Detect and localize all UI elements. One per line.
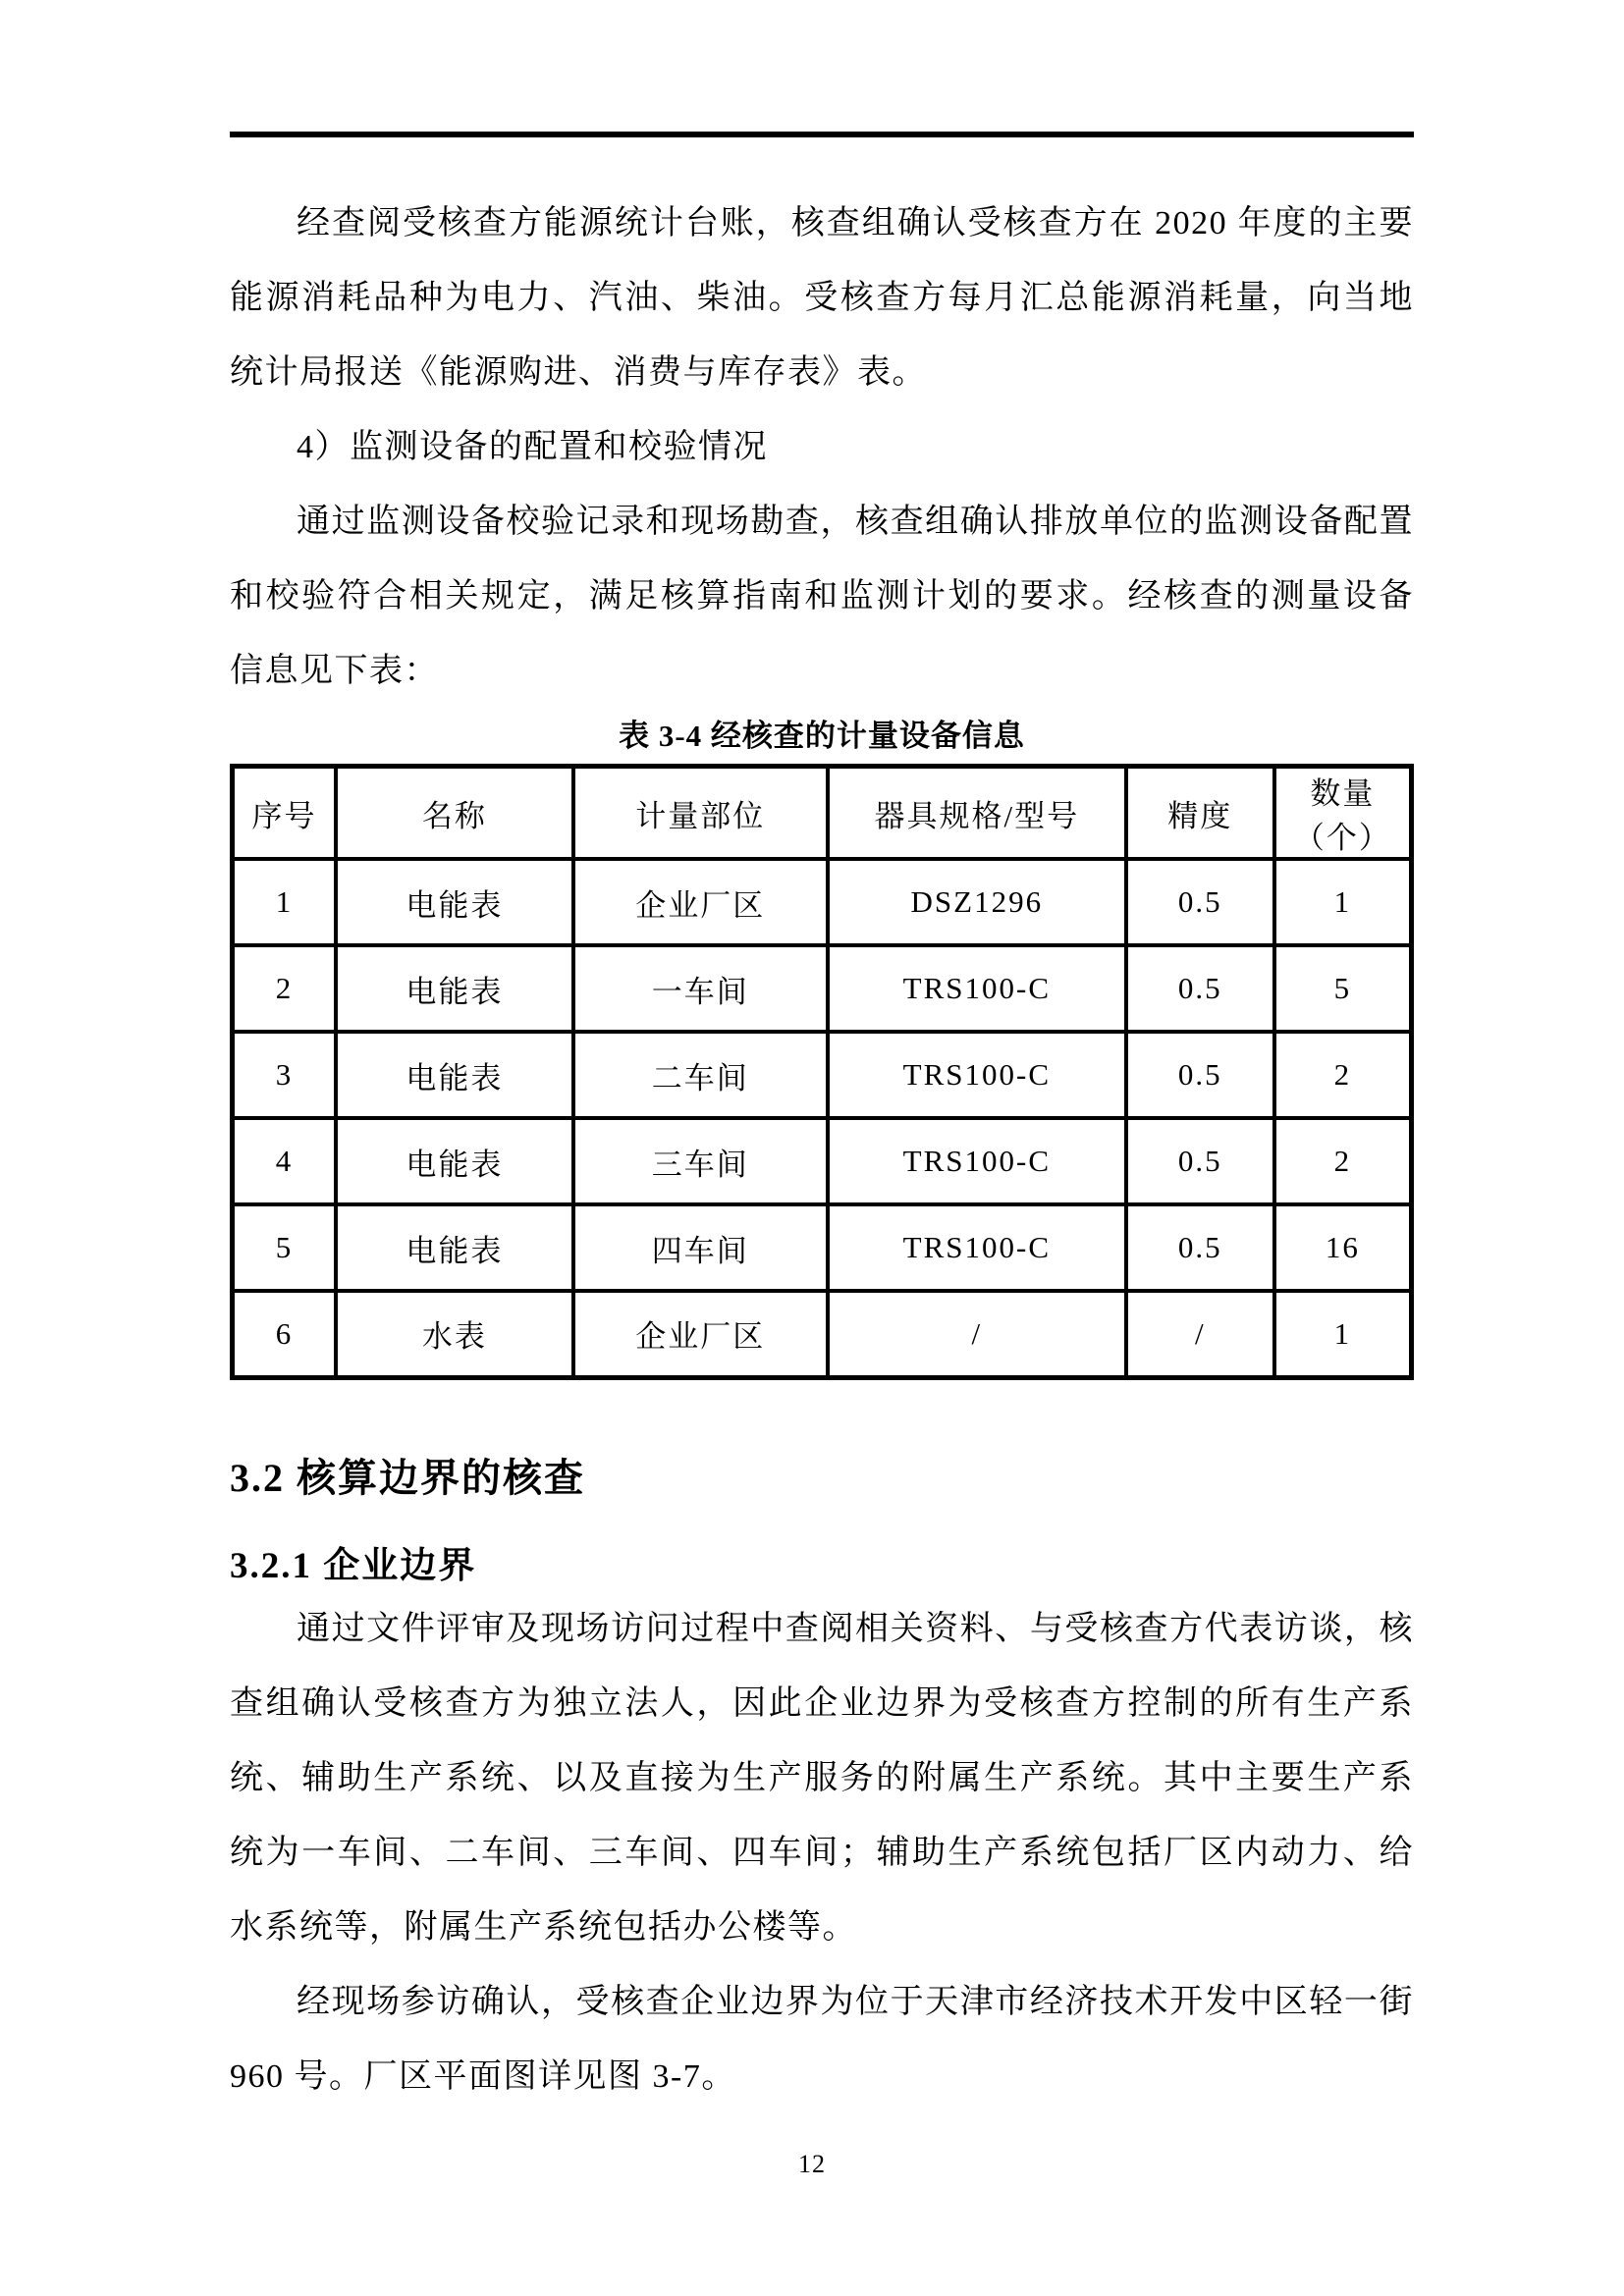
top-margin-spacer xyxy=(230,0,1414,187)
device-table-body xyxy=(233,859,1412,1377)
column-header: 数量（个） xyxy=(1274,767,1412,860)
table-cell: 企业厂区 xyxy=(573,1291,828,1377)
table-cell: 5 xyxy=(1274,945,1412,1032)
table-cell: TRS100-C xyxy=(828,1032,1126,1118)
table-cell: / xyxy=(1126,1291,1274,1377)
table-cell: 0.5 xyxy=(1126,1032,1274,1118)
table-cell: 电能表 xyxy=(336,1118,573,1204)
page-number: 12 xyxy=(798,2150,826,2178)
table-cell: 一车间 xyxy=(573,945,828,1032)
table-cell: 二车间 xyxy=(573,1032,828,1118)
table-cell: 2 xyxy=(233,945,337,1032)
table-cell: 2 xyxy=(1274,1032,1412,1118)
table-cell: 4 xyxy=(233,1118,337,1204)
table-cell: 电能表 xyxy=(336,1032,573,1118)
table-row xyxy=(233,1204,1412,1291)
header-row xyxy=(233,767,1412,860)
table-cell: 企业厂区 xyxy=(573,859,828,945)
table-cell: 5 xyxy=(233,1204,337,1291)
table-cell: 16 xyxy=(1274,1204,1412,1291)
table-cell: TRS100-C xyxy=(828,1204,1126,1291)
table-row xyxy=(233,1118,1412,1204)
table-cell: 1 xyxy=(1274,859,1412,945)
table-cell: 0.5 xyxy=(1126,859,1274,945)
table-cell: 电能表 xyxy=(336,859,573,945)
column-header: 计量部位 xyxy=(573,767,828,860)
table-cell: 1 xyxy=(1274,1291,1412,1377)
table-cell: 6 xyxy=(233,1291,337,1377)
paragraph-energy-ledger: 经查阅受核查方能源统计台账，核查组确认受核查方在 2020 年度的主要能源消耗品种为电力、汽油、柴油。受核查方每月汇总能源消耗量，向当地统计局报送《能源购进、消费与库存表》表。 xyxy=(230,205,1414,391)
table-cell: 电能表 xyxy=(336,945,573,1032)
column-header: 器具规格/型号 xyxy=(828,767,1126,860)
table-caption: 表 3-4 经核查的计量设备信息 xyxy=(619,719,1025,753)
table-cell: 3 xyxy=(233,1032,337,1118)
subsection-heading: 3.2.1 企业边界 xyxy=(230,1545,477,1586)
page-content xyxy=(230,0,1414,2114)
table-row xyxy=(233,859,1412,945)
table-cell: 电能表 xyxy=(336,1204,573,1291)
paragraph-monitoring-verification: 通过监测设备校验记录和现场勘查，核查组确认排放单位的监测设备配置和校验符合相关规定，满足核算指南和监测计划的要求。经核查的测量设备信息见下表： xyxy=(230,504,1414,689)
table-cell: TRS100-C xyxy=(828,945,1126,1032)
paragraph-monitoring-item: 4）监测设备的配置和校验情况 xyxy=(297,429,768,465)
table-cell: TRS100-C xyxy=(828,1118,1126,1204)
table-cell: 三车间 xyxy=(573,1118,828,1204)
section-heading: 3.2 核算边界的核查 xyxy=(230,1455,585,1500)
table-row xyxy=(233,945,1412,1032)
table-row xyxy=(233,1291,1412,1377)
paragraph-site-visit: 经现场参访确认，受核查企业边界为位于天津市经济技术开发中区轻一街 960 号。厂区平面图详见图 3-7。 xyxy=(230,1983,1414,2095)
table-cell: 2 xyxy=(1274,1118,1412,1204)
table-cell: 四车间 xyxy=(573,1204,828,1291)
column-header: 名称 xyxy=(336,767,573,860)
table-cell: 0.5 xyxy=(1126,1118,1274,1204)
table-cell: 水表 xyxy=(336,1291,573,1377)
device-table-head xyxy=(233,767,1412,860)
table-cell: 0.5 xyxy=(1126,1204,1274,1291)
table-cell: 1 xyxy=(233,859,337,945)
column-header: 精度 xyxy=(1126,767,1274,860)
paragraph-enterprise-boundary: 通过文件评审及现场访问过程中查阅相关资料、与受核查方代表访谈，核查组确认受核查方为独立法人，因此企业边界为受核查方控制的所有生产系统、辅助生产系统、以及直接为生产服务的附属生产系统。其中主要生产系统为一车间、二车间、三车间、四车间；辅助生产系统包括厂区内动力、给水系统等，附属生产系统包括办公楼等。 xyxy=(230,1610,1414,1946)
table-cell: DSZ1296 xyxy=(828,859,1126,945)
device-table xyxy=(230,764,1414,1380)
table-cell: 0.5 xyxy=(1126,945,1274,1032)
column-header: 序号 xyxy=(233,767,337,860)
table-cell: / xyxy=(828,1291,1126,1377)
table-row xyxy=(233,1032,1412,1118)
